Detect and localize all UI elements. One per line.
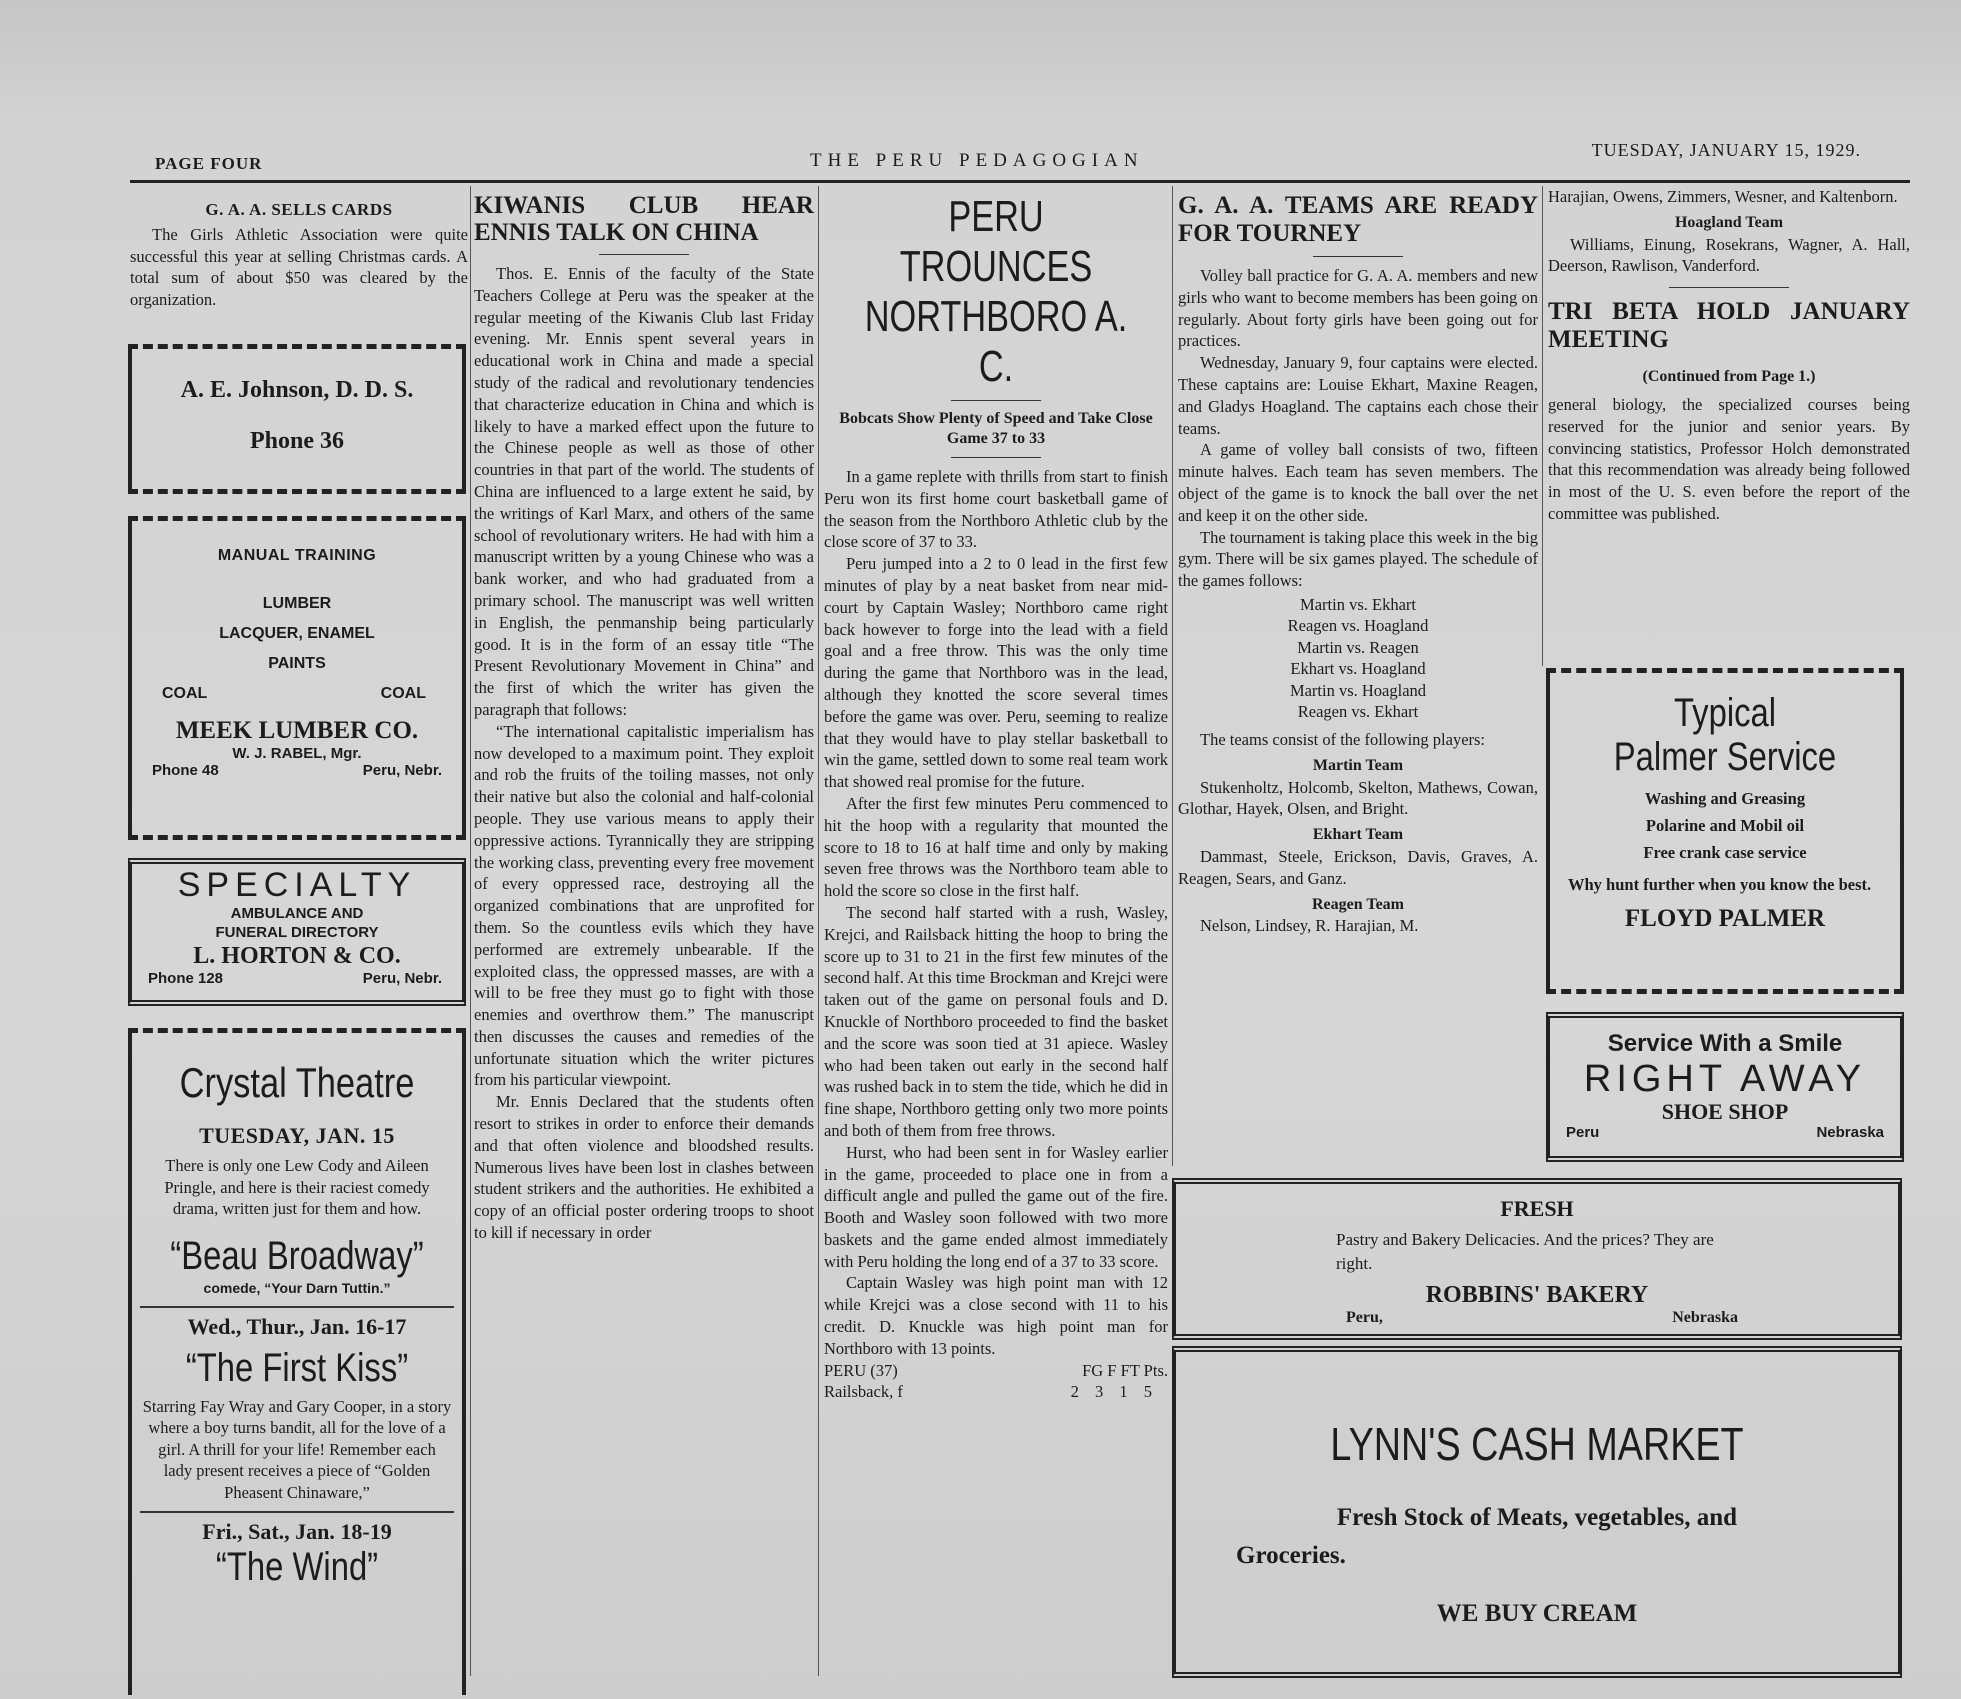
continued-note: (Continued from Page 1.) bbox=[1642, 368, 1816, 386]
show-text: There is only one Lew Cody and Aileen Pringle, and here is their raciest comedy drama, written just for them and how. bbox=[164, 1156, 430, 1218]
col5-articles bbox=[1548, 186, 1910, 525]
meek-lumber-ad bbox=[128, 516, 466, 840]
ad-line: PAINTS bbox=[268, 655, 326, 672]
team-players: Williams, Einung, Rosekrans, Wagner, A. Hall, Deerson, Rawlison, Vanderford. bbox=[1548, 234, 1910, 276]
ad-sub: SHOE SHOP bbox=[1661, 1099, 1789, 1124]
column-divider bbox=[470, 186, 471, 1676]
show-text: Starring Fay Wray and Gary Cooper, in a story where a boy turns bandit, all for the love of a girl. A thrill for your life! Remember each lady present receives a piece of “Golden Pheasent Chinaware,” bbox=[142, 1396, 452, 1502]
article-body: general biology, the specialized courses being reserved for the junior and senior years. By convincing statistics, Professor Holch demonstrated that this recommendation was already being followed in most of the U. S. even before the report of the committee was published. bbox=[1548, 394, 1910, 523]
team-title: Hoagland Team bbox=[1674, 213, 1784, 231]
contact-row bbox=[132, 762, 462, 782]
johnson-ad bbox=[128, 344, 466, 494]
ad-line: FUNERAL DIRECTORY bbox=[215, 924, 379, 941]
page-number: PAGE FOUR bbox=[155, 154, 263, 173]
schedule-list bbox=[1178, 594, 1538, 723]
schedule-item: Martin vs. Hoagland bbox=[1289, 680, 1427, 700]
basketball-article bbox=[824, 192, 1168, 1402]
article-headline: G. A. A. SELLS CARDS bbox=[205, 200, 393, 219]
ad-phone: Phone 36 bbox=[249, 428, 344, 454]
ad-place: Peru, Nebr. bbox=[362, 762, 442, 779]
ad-line: Pastry and Bakery Delicacies. And the prices? They are right. bbox=[1336, 1230, 1714, 1273]
ad-name: A. E. Johnson, D. D. S. bbox=[180, 377, 414, 403]
show-date: Fri., Sat., Jan. 18-19 bbox=[202, 1519, 392, 1544]
box-cols: FG F FT Pts. bbox=[1082, 1360, 1168, 1380]
ad-place: Peru, bbox=[1346, 1309, 1383, 1326]
article-headline: G. A. A. TEAMS ARE READY FOR TOURNEY bbox=[1178, 192, 1538, 247]
coal-row bbox=[132, 685, 462, 709]
movie-note: comede, “Your Darn Tuttin.” bbox=[203, 1279, 391, 1296]
box-score-row bbox=[824, 1381, 1168, 1402]
article-paragraph: Thos. E. Ennis of the faculty of the State Teachers College at Peru was the speaker at the regular meeting of the Kiwanis Club last Friday evening. Mr. Ennis spent several years in educational work in China and made a special study of the radical and revolutionary tendencies that characterize education in China and which is likely to have a marked effect upon the future to the Chinese people as well as those of other countries in that part of the world. The students of China are influenced to a large extent he said, by the writings of Karl Marx, and others of the same school of revolutionary writers. He had with him a manuscript written by a young Chinese who was a bank worker, and who had graduated from a primary school. The manuscript was well written in English, the penmanship being particularly good. It is in the form of an essay title “The Present Revolutionary Movement in China” and the first of which the writer has given the paragraph that follows: bbox=[474, 264, 814, 719]
cash-market-ad bbox=[1172, 1346, 1902, 1678]
ad-line: Fresh Stock of Meats, vegetables, and bbox=[1336, 1504, 1738, 1531]
ad-place: Nebraska bbox=[1672, 1309, 1738, 1326]
team-players: Nelson, Lindsey, R. Harajian, M. bbox=[1200, 916, 1419, 936]
ad-line: LUMBER bbox=[262, 595, 332, 612]
article-paragraph: In a game replete with thrills from start to finish Peru won its first home court basketball game of the season from the Northboro Athletic club by the close score of 37 to 33. bbox=[824, 467, 1168, 552]
ad-place: Peru bbox=[1566, 1124, 1600, 1141]
issue-date: TUESDAY, JANUARY 15, 1929. bbox=[1591, 140, 1861, 160]
article-paragraph: The teams consist of the following players: bbox=[1200, 729, 1486, 749]
article-headline: KIWANIS CLUB HEAR ENNIS TALK ON CHINA bbox=[474, 192, 814, 246]
ad-line: Groceries. bbox=[1236, 1542, 1346, 1569]
kiwanis-article bbox=[474, 192, 814, 1244]
contact-row bbox=[1176, 1309, 1898, 1329]
gaa-teams-article bbox=[1178, 192, 1538, 937]
horton-ad bbox=[128, 858, 466, 1006]
article-paragraph: The tournament is taking place this week in the big gym. There will be six games played. The schedule of the games follows: bbox=[1178, 527, 1538, 591]
article-headline: PERU TROUNCES NORTHBORO A. C. bbox=[864, 192, 1128, 391]
article-paragraph: Hurst, who had been sent in for Wasley earlier in the game, proceeded to place one in from a difficult angle and pulled the game out of the fire. Booth and Wasley soon followed with two more baskets and the game ended almost immediately with Peru holding the long end of a 37 to 33 score. bbox=[824, 1142, 1168, 1271]
ad-name: FLOYD PALMER bbox=[1624, 905, 1826, 932]
article-paragraph: Mr. Ennis Declared that the students often resort to strikes in order to enforce their demands and that often violence and bloodshed results. Numerous lives have been lost in clashes between student strikers and the authorities. He exhibited a copy of an official poster ordering troops to shoot to kill if necessary in order bbox=[474, 1092, 814, 1243]
ad-phone: Phone 128 bbox=[148, 970, 224, 987]
column-divider bbox=[818, 186, 819, 1676]
ad-title: Typical bbox=[1673, 691, 1777, 735]
article-paragraph: Captain Wasley was high point man with 12 while Krejci was a close second with 11 to his credit. D. Knuckle was high point man for Northboro with 13 points. bbox=[824, 1273, 1168, 1358]
article-paragraph: Volley ball practice for G. A. A. members and new girls who want to become members has been going on regularly. About forty girls have been going out for practices. bbox=[1178, 266, 1538, 351]
contact-row bbox=[1550, 1124, 1900, 1144]
schedule-item: Reagen vs. Ekhart bbox=[1297, 702, 1419, 722]
ad-company: MEEK LUMBER CO. bbox=[175, 717, 419, 744]
team-title: Reagen Team bbox=[1312, 895, 1404, 913]
crystal-theatre-ad bbox=[128, 1028, 466, 1695]
ad-line: WE BUY CREAM bbox=[1436, 1600, 1638, 1627]
team-players: Stukenholtz, Holcomb, Skelton, Mathews, Cowan, Glothar, Hayek, Olsen, and Bright. bbox=[1178, 777, 1538, 819]
movie-title: “The First Kiss” bbox=[185, 1345, 409, 1390]
theatre-name: Crystal Theatre bbox=[179, 1059, 415, 1106]
ad-title: Palmer Service bbox=[1613, 735, 1837, 779]
ad-line: MANUAL TRAINING bbox=[217, 547, 377, 564]
team-title: Ekhart Team bbox=[1312, 826, 1404, 844]
schedule-item: Martin vs. Reagen bbox=[1297, 637, 1419, 657]
ad-pitch: Why hunt further when you know the best. bbox=[1568, 875, 1872, 894]
show-date: TUESDAY, JAN. 15 bbox=[199, 1123, 395, 1148]
box-team: PERU (37) bbox=[824, 1360, 898, 1380]
ad-slogan: Service With a Smile bbox=[1607, 1030, 1843, 1057]
paper-name: THE PERU PEDAGOGIAN bbox=[810, 150, 1144, 171]
ad-place: Nebraska bbox=[1816, 1124, 1884, 1141]
article-subhead: Bobcats Show Plenty of Speed and Take Close Game 37 to 33 bbox=[839, 410, 1153, 447]
team-players: Harajian, Owens, Zimmers, Wesner, and Kaltenborn. bbox=[1548, 187, 1898, 206]
ad-service: Polarine and Mobil oil bbox=[1645, 816, 1805, 835]
box-score-header bbox=[824, 1360, 1168, 1381]
ad-company: L. HORTON & CO. bbox=[193, 943, 401, 969]
ad-phone: Phone 48 bbox=[152, 762, 219, 779]
ad-line: AMBULANCE AND bbox=[230, 905, 364, 922]
box-values: 2 3 1 5 bbox=[1070, 1381, 1158, 1401]
box-player: Railsback, f bbox=[824, 1381, 903, 1401]
show-date: Wed., Thur., Jan. 16-17 bbox=[187, 1313, 407, 1339]
ad-title: FRESH bbox=[1500, 1196, 1574, 1221]
palmer-service-ad bbox=[1546, 668, 1904, 994]
ad-line: LACQUER, ENAMEL bbox=[219, 625, 375, 642]
ad-specialty: SPECIALTY bbox=[177, 866, 417, 904]
shoe-shop-ad bbox=[1546, 1012, 1904, 1162]
ad-name: ROBBINS' BAKERY bbox=[1425, 1282, 1649, 1308]
schedule-item: Martin vs. Ekhart bbox=[1300, 594, 1416, 614]
column-divider bbox=[1542, 186, 1543, 666]
movie-title: “The Wind” bbox=[215, 1545, 379, 1589]
ad-service: Washing and Greasing bbox=[1644, 789, 1806, 808]
article-paragraph: Wednesday, January 9, four captains were elected. These captains are: Louise Ekhart, Maxine Reagen, and Gladys Hoagland. The captains each chose their teams. bbox=[1178, 353, 1538, 438]
article-paragraph: A game of volley ball consists of two, fifteen minute halves. Each team has seven members. The object of the game is to knock the ball over the net and keep it on the other side. bbox=[1178, 440, 1538, 525]
team-players: Dammast, Steele, Erickson, Davis, Graves, A. Reagen, Sears, and Ganz. bbox=[1178, 846, 1538, 888]
ad-name: LYNN'S CASH MARKET bbox=[1330, 1418, 1744, 1470]
ad-service: Free crank case service bbox=[1643, 843, 1807, 862]
article-headline: TRI BETA HOLD JANUARY MEETING bbox=[1548, 298, 1910, 354]
ad-line: COAL bbox=[162, 685, 208, 702]
schedule-item: Reagen vs. Hoagland bbox=[1287, 616, 1429, 636]
article-body: The Girls Athletic Association were quite successful this year at selling Christmas cards. A total sum of about $50 was cleared by the organization. bbox=[130, 225, 468, 309]
masthead bbox=[130, 140, 1901, 174]
schedule-item: Ekhart vs. Hoagland bbox=[1290, 659, 1426, 679]
ad-place: Peru, Nebr. bbox=[362, 970, 442, 987]
article-paragraph: The second half started with a rush, Wasley, Krejci, and Railsback hitting the hoop to bring the score up to 31 to 21 in the first few minutes of the second half. At this time Brockman and Krejci were taken out of the game on personal fouls and D. Knuckle of Northboro proceeded to find the basket and the score was soon tied at 31 apiece. Wasley who had been taken out early in the second half was rushed back in to stem the tide, which he did in fine shape, Northboro getting only two more points and both of them from free throws. bbox=[824, 902, 1168, 1140]
ad-name: RIGHT AWAY bbox=[1583, 1058, 1867, 1100]
movie-title: “Beau Broadway” bbox=[170, 1233, 424, 1278]
article-paragraph: “The international capitalistic imperialism has now developed to a maximum point. They exploit and rob the fruits of the toiling masses, not only their native but also the colonial and half-colonial people. They use various means to apply their oppressive actions. Tyrannically they are stripping the working class, preventing every free movement of every oppressed race, destroying all the organized combinations that are unprofited for them. So the countless evils which they have performed are extremely unbearable. If the exploited class, the oppressed masses, are with a will to be free they must go to fight with those enemies and overthrow them.” The manuscript then discusses the causes and remedies of the unfortunate situation which the writer pictures from his particular viewpoint. bbox=[474, 721, 814, 1090]
ad-line: COAL bbox=[380, 685, 426, 702]
bakery-ad bbox=[1172, 1178, 1902, 1340]
gaa-cards-article bbox=[130, 200, 468, 310]
article-paragraph: After the first few minutes Peru commenced to hit the hoop with a regularity that mounted the score to 18 to 16 at half time and only by making seven free throws was the Northboro team able to hold the score so close in the first half. bbox=[824, 793, 1168, 901]
article-paragraph: Peru jumped into a 2 to 0 lead in the first few minutes of play by a neat basket from near mid-court by Captain Wasley; Northboro came right back however to forge into the lead with a field goal and a free throw. This was the only time during the game that Northboro was in the lead, although they knotted the score several times before the game was over. Peru, seeming to realize that they would have to play stellar basketball to win the game, settled down to some real team work that showed real promise for the future. bbox=[824, 554, 1168, 792]
team-title: Martin Team bbox=[1312, 756, 1404, 774]
column-divider bbox=[1172, 186, 1173, 1166]
masthead-rule bbox=[130, 180, 1910, 183]
ad-manager: W. J. RABEL, Mgr. bbox=[232, 745, 362, 762]
contact-row bbox=[132, 970, 462, 988]
